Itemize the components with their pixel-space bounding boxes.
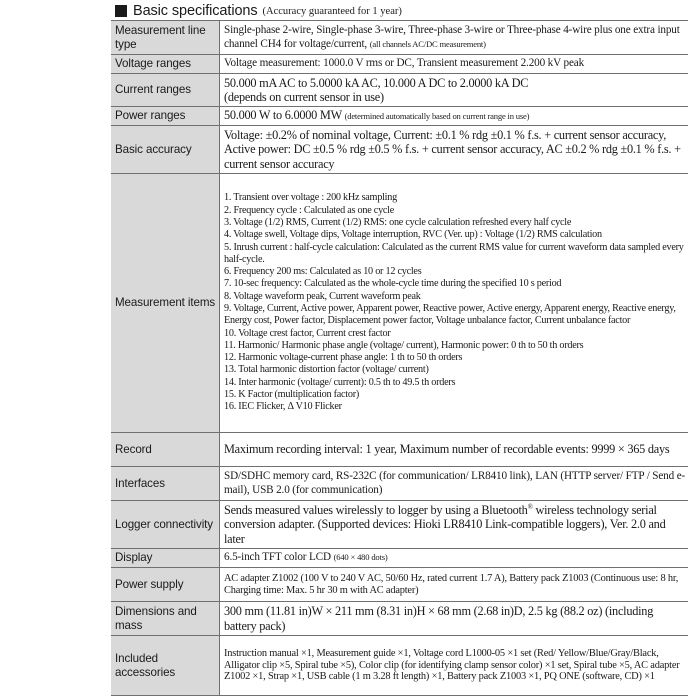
row-display (111, 549, 688, 568)
row-record (111, 433, 688, 467)
row-label: Record (111, 433, 220, 467)
list-item: 11. Harmonic/ Harmonic phase angle (voltage/ current), Harmonic power: 0 th to 50 th orders (224, 339, 584, 351)
row-value: Voltage measurement: 1000.0 V rms or DC, Transient measurement 2.200 kV peak (220, 55, 689, 74)
list-item: 10. Voltage crest factor, Current crest factor (224, 327, 391, 339)
row-value (220, 174, 689, 433)
header-square-icon (115, 5, 127, 17)
row-basic-accuracy (111, 126, 688, 174)
value-note: (640 × 480 dots) (333, 552, 388, 563)
row-label: Logger connectivity (111, 501, 220, 549)
value-note: (determined automatically based on current range in use) (344, 111, 530, 122)
row-value: Voltage: ±0.2% of nominal voltage, Current: ±0.1 % rdg ±0.1 % f.s. + current sensor accuracy, Active power: DC ±0.5 % rdg ±0.5 % f.s. + current sensor accuracy, AC ±0.2 % rdg ±0.1 % f.s. + current sensor accuracy (220, 126, 689, 174)
list-item: 4. Voltage swell, Voltage dips, Voltage interruption, RVC (Ver. up) : Voltage (1/2) RMS calculation (224, 229, 602, 241)
row-label: Interfaces (111, 467, 220, 501)
list-item: 12. Harmonic voltage-current phase angle: 1 th to 50 th orders (224, 352, 463, 364)
row-label: Included accessories (111, 636, 220, 696)
row-label: Power ranges (111, 107, 220, 126)
section-title: Basic specifications (133, 3, 258, 19)
list-item: 3. Voltage (1/2) RMS, Current (1/2) RMS: one cycle calculation refreshed every half cycle (224, 216, 572, 228)
row-interfaces (111, 467, 688, 501)
list-item: 5. Inrush current : half-cycle calculation: Calculated as the current RMS value for current waveform data sampled every half-cycle. (224, 241, 684, 265)
list-item: 2. Frequency cycle : Calculated as one cycle (224, 204, 395, 216)
list-item: 9. Voltage, Current, Active power, Apparent power, Reactive power, Active energy, Apparent energy, Reactive energy, Energy cost, Power factor, Displacement power factor, Voltage unbalance factor, Current unbalance factor (224, 303, 676, 327)
value-note: (all channels AC/DC measurement) (369, 38, 486, 49)
row-value: Instruction manual ×1, Measurement guide ×1, Voltage cord L1000-05 ×1 set (Red/ Yellow/Blue/Gray/Black, Alligator clip ×5, Spiral tube ×5), Color clip (for identifying clamp sensor color) ×1 set, Spiral tube ×5, AC adapter Z1002 ×1, Strap ×1, USB cable (1 m 3.28 ft length) ×1, Battery pack Z1003 ×1, PQ ONE (software, CD) ×1 (220, 636, 689, 696)
spec-table (111, 20, 688, 696)
value-text: 6.5-inch TFT color LCD (224, 551, 331, 564)
row-value (220, 549, 689, 568)
row-value (220, 501, 689, 549)
row-measurement-line-type (111, 21, 688, 55)
list-item: 14. Inter harmonic (voltage/ current): 0.5 th to 49.5 th orders (224, 376, 456, 388)
row-label: Display (111, 549, 220, 568)
section-header (115, 2, 402, 20)
row-value: AC adapter Z1002 (100 V to 240 V AC, 50/60 Hz, rated current 1.7 A), Battery pack Z1003 (Continuous use: 8 hr, Charging time: Max. 5 hr 30 m with AC adapter) (220, 568, 689, 602)
row-value (220, 21, 689, 55)
row-dimensions (111, 602, 688, 636)
row-voltage-ranges (111, 55, 688, 74)
value-text: Sends measured values wirelessly to logger by using a Bluetooth (224, 503, 528, 518)
row-value (220, 107, 689, 126)
row-label: Basic accuracy (111, 126, 220, 174)
row-label: Measurement line type (111, 21, 220, 55)
list-item: 13. Total harmonic distortion factor (voltage/ current) (224, 364, 429, 376)
section-note: (Accuracy guaranteed for 1 year) (262, 5, 402, 17)
value-text-2: (depends on current sensor in use) (224, 90, 384, 104)
row-logger-connectivity (111, 501, 688, 549)
measurement-items-list (224, 192, 686, 413)
row-power-ranges (111, 107, 688, 126)
row-label: Current ranges (111, 74, 220, 107)
row-value: Maximum recording interval: 1 year, Maximum number of recordable events: 9999 × 365 days (220, 433, 689, 467)
value-text-2: wireless technology serial conversion adapter. (Supported devices: Hioki LR8410 Link-compatible loggers), Ver. 2.0 and later (224, 503, 666, 546)
registered-mark: ® (527, 503, 533, 512)
row-included-accessories (111, 636, 688, 696)
list-item: 16. IEC Flicker, Δ V10 Flicker (224, 401, 342, 413)
row-label: Power supply (111, 568, 220, 602)
value-text: 50.000 mA AC to 5.0000 kA AC, 10.000 A DC to 2.0000 kA DC (224, 75, 529, 90)
row-measurement-items (111, 174, 688, 433)
row-label: Voltage ranges (111, 55, 220, 74)
value-text: Single-phase 2-wire, Single-phase 3-wire, Three-phase 3-wire or Three-phase 4-wire plus one extra input channel CH4 for voltage/current, (224, 24, 680, 50)
row-label: Measurement items (111, 174, 220, 433)
row-label: Dimensions and mass (111, 602, 220, 636)
list-item: 15. K Factor (multiplication factor) (224, 389, 359, 401)
list-item: 1. Transient over voltage : 200 kHz sampling (224, 192, 397, 204)
row-value: 300 mm (11.81 in)W × 211 mm (8.31 in)H × 68 mm (2.68 in)D, 2.5 kg (88.2 oz) (including battery pack) (220, 602, 689, 636)
row-value: SD/SDHC memory card, RS-232C (for communication/ LR8410 link), LAN (HTTP server/ FTP / Send e-mail), USB 2.0 (for communication) (220, 467, 689, 501)
list-item: 7. 10-sec frequency: Calculated as the whole-cycle time during the specified 10 s period (224, 278, 562, 290)
row-value (220, 74, 689, 107)
list-item: 8. Voltage waveform peak, Current waveform peak (224, 290, 421, 302)
row-current-ranges (111, 74, 688, 107)
row-power-supply (111, 568, 688, 602)
list-item: 6. Frequency 200 ms: Calculated as 10 or 12 cycles (224, 266, 422, 278)
value-text: 50.000 W to 6.0000 MW (224, 108, 342, 123)
